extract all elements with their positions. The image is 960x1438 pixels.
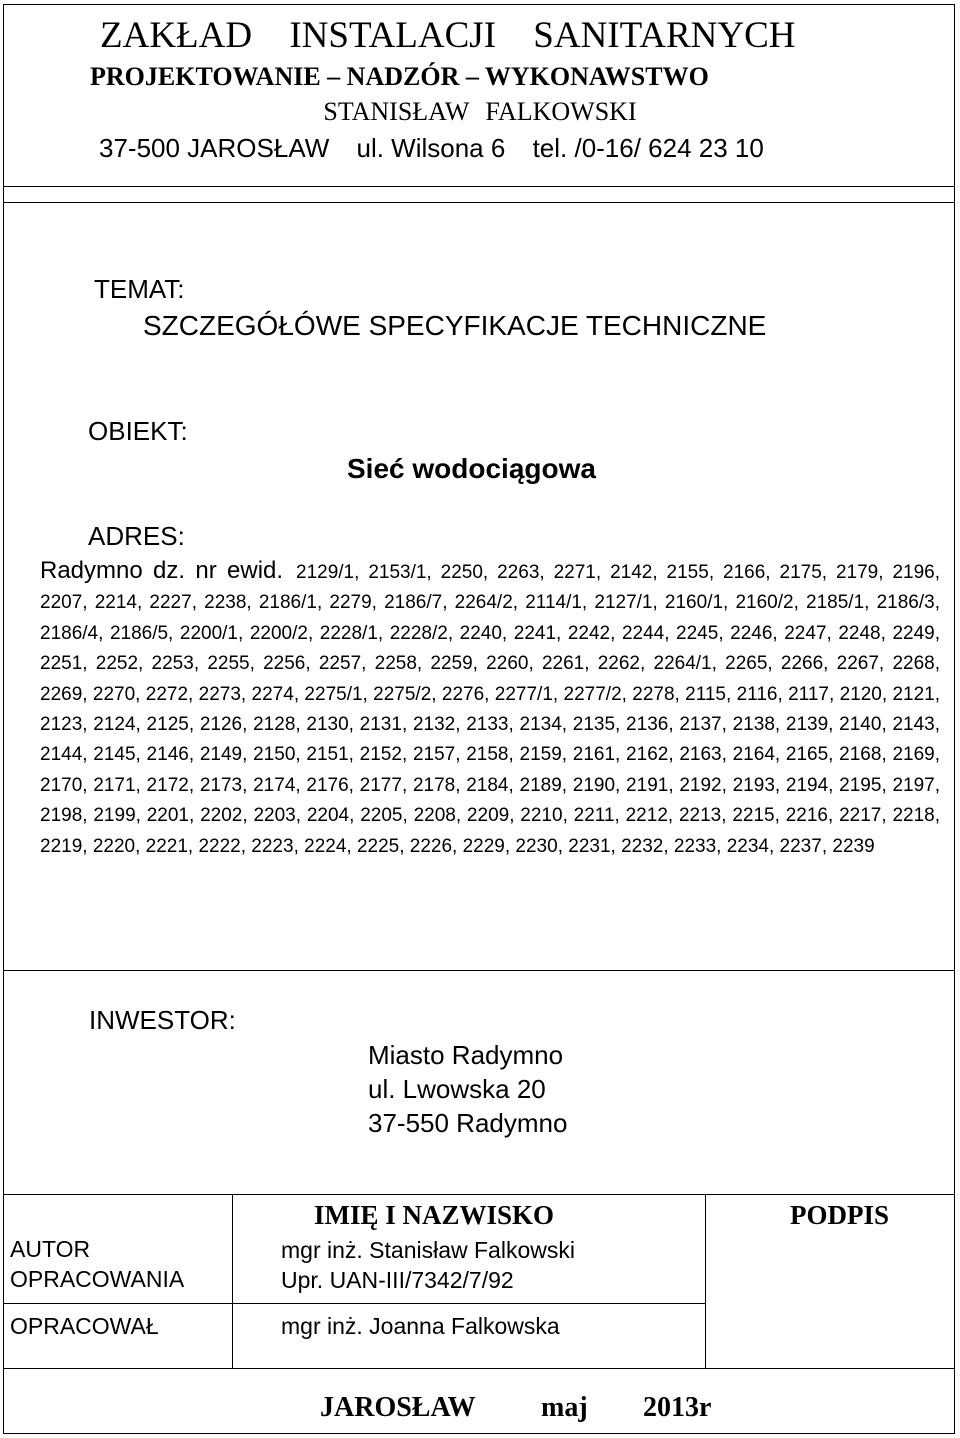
object-value: Sieć wodociągowa (347, 453, 596, 484)
author-label-line2: OPRACOWANIA (10, 1266, 185, 1292)
company-address (99, 133, 784, 164)
prepared-name: mgr inż. Joanna Falkowska (281, 1313, 560, 1339)
signature-table-top (3, 1194, 955, 1195)
object-label: OBIEKT: (88, 416, 188, 446)
signature-table-row-divider (3, 1303, 705, 1304)
investor-street: ul. Lwowska 20 (368, 1074, 546, 1104)
header-divider-2 (3, 202, 955, 203)
header-divider (3, 186, 955, 187)
signature-table-col-divider-1 (232, 1194, 233, 1368)
column-header-signature: PODPIS (790, 1200, 890, 1230)
signature-table-col-divider-2 (705, 1194, 706, 1368)
footer-year: 2013r (643, 1392, 712, 1423)
parcel-numbers: 2129/1, 2153/1, 2250, 2263, 2271, 2142, 2155, 2166, 2175, 2179, 2196, 2207, 2214, 2227, 2238, 2186/1, 2279, 2186/7, 2264/2, 2114/1, 2127/1, 2160/1, 2160/2, 2185/1, 2186/3, 2186/4, 2186/5, 2200/1, 2200/2, 2228/1, 2228/2, 2240, 2241, 2242, 2244, 2245, 2246, 2247, 2248, 2249, 2251, 2252, 2253, 2255, 2256, 2257, 2258, 2259, 2260, 2261, 2262, 2264/1, 2265, 2266, 2267, 2268, 2269, 2270, 2272, 2273, 2274, 2275/1, 2275/2, 2276, 2277/1, 2277/2, 2278, 2115, 2116, 2117, 2120, 2121, 2123, 2124, 2125, 2126, 2128, 2130, 2131, 2132, 2133, 2134, 2135, 2136, 2137, 2138, 2139, 2140, 2143, 2144, 2145, 2146, 2149, 2150, 2151, 2152, 2157, 2158, 2159, 2161, 2162, 2163, 2164, 2165, 2168, 2169, 2170, 2171, 2172, 2173, 2174, 2176, 2177, 2178, 2184, 2189, 2190, 2191, 2192, 2193, 2194, 2195, 2197, 2198, 2199, 2201, 2202, 2203, 2204, 2205, 2208, 2209, 2210, 2211, 2212, 2213, 2215, 2216, 2217, 2218, 2219, 2220, 2221, 2222, 2223, 2224, 2225, 2226, 2229, 2230, 2231, 2232, 2233, 2234, 2237, 2239 (40, 562, 940, 857)
topic-value: SZCZEGÓŁÓWE SPECYFIKACJE TECHNICZNE (143, 310, 767, 341)
footer-city: JAROSŁAW (320, 1392, 476, 1423)
investor-label: INWESTOR: (89, 1005, 236, 1035)
signature-table-bottom (3, 1368, 955, 1369)
topic-label: TEMAT: (94, 274, 185, 304)
parcel-list-lead: Radymno dz. nr ewid. (40, 557, 284, 584)
prepared-label: OPRACOWAŁ (10, 1313, 159, 1339)
author-label-line1: AUTOR (10, 1236, 91, 1262)
parcel-list (40, 556, 940, 862)
author-name: mgr inż. Stanisław Falkowski (281, 1237, 575, 1263)
footer-month: maj (541, 1392, 588, 1423)
address-label: ADRES: (88, 521, 185, 551)
phone: tel. /0-16/ 624 23 10 (532, 133, 764, 163)
investor-city: 37-550 Radymno (368, 1108, 568, 1138)
investor-name: Miasto Radymno (368, 1040, 564, 1070)
author-license: Upr. UAN-III/7342/7/92 (281, 1267, 514, 1293)
company-services: PROJEKTOWANIE – NADZÓR – WYKONAWSTWO (90, 62, 709, 91)
column-header-name: IMIĘ I NAZWISKO (314, 1200, 555, 1230)
company-owner: STANISŁAW FALKOWSKI (323, 97, 637, 126)
postal-city: 37-500 JAROSŁAW (99, 133, 330, 163)
address-divider (3, 970, 955, 971)
street: ul. Wilsona 6 (356, 133, 506, 163)
company-name: ZAKŁAD INSTALACJI SANITARNYCH (100, 15, 796, 56)
